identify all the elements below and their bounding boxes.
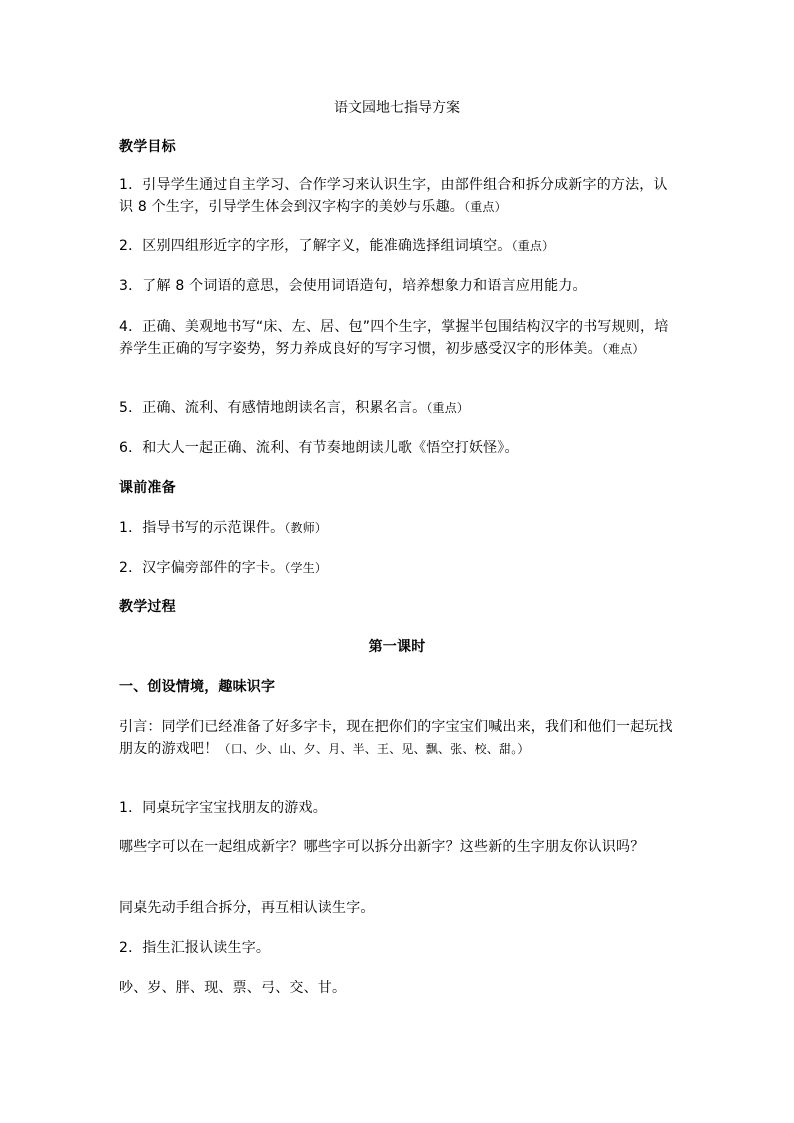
lesson-title: 第一课时 bbox=[368, 639, 426, 655]
heading-preparation: 课前准备 bbox=[119, 480, 176, 496]
instruction-paragraph: 同桌先动手组合拆分，再互相认读生字。 bbox=[119, 900, 375, 916]
goal-item-6: 6．和大人一起正确、流利、有节奏地朗读儿歌《悟空打妖怪》。 bbox=[119, 440, 519, 456]
goal-item-2-text: 2．区别四组形近字的字形，了解字义，能准确选择组词填空。 bbox=[119, 238, 512, 254]
goal-item-4 bbox=[119, 316, 679, 360]
goal-item-2 bbox=[119, 235, 679, 257]
goal-item-5-note: （重点） bbox=[426, 401, 470, 415]
prep-item-2 bbox=[119, 557, 679, 579]
section-heading-1: 一、创设情境，趣味识字 bbox=[119, 679, 276, 695]
heading-teaching-goals: 教学目标 bbox=[119, 139, 176, 155]
intro-text: 引言：同学们已经准备了好多字卡，现在把你们的字宝宝们喊出来，我们和他们一起玩找朋友的游戏吧！ bbox=[119, 719, 673, 757]
goal-item-2-note: （重点） bbox=[511, 239, 555, 253]
goal-item-1-text: 1．引导学生通过自主学习、合作学习来认识生字，由部件组合和拆分成新字的方法，认识 8 个生字，引导学生体会到汉字构字的美妙与乐趣。 bbox=[119, 177, 668, 215]
question-paragraph: 哪些字可以在一起组成新字？哪些字可以拆分出新字？这些新的生字朋友你认识吗？ bbox=[119, 839, 645, 855]
intro-paragraph bbox=[119, 716, 679, 760]
page-title: 语文园地七指导方案 bbox=[334, 100, 460, 116]
new-characters-list: 吵、岁、胖、现、票、弓、交、甘。 bbox=[119, 980, 347, 996]
heading-process: 教学过程 bbox=[119, 599, 176, 615]
goal-item-1 bbox=[119, 174, 679, 218]
goal-item-5-text: 5．正确、流利、有感情地朗读名言，积累名言。 bbox=[119, 400, 427, 416]
step-item-1: 1．同桌玩字宝宝找朋友的游戏。 bbox=[119, 800, 327, 816]
prep-item-2-text: 2．汉字偏旁部件的字卡。 bbox=[119, 560, 285, 576]
goal-item-1-note: （重点） bbox=[464, 200, 507, 214]
goal-item-5 bbox=[119, 397, 679, 419]
goal-item-4-note: （难点） bbox=[601, 342, 645, 356]
prep-item-1 bbox=[119, 517, 679, 539]
intro-char-cards: （口、少、山、夕、月、半、王、见、飘、张、校、甜。） bbox=[218, 742, 530, 756]
prep-item-1-note: （教师） bbox=[284, 521, 328, 535]
prep-item-1-text: 1．指导书写的示范课件。 bbox=[119, 520, 285, 536]
prep-item-2-note: （学生） bbox=[284, 561, 328, 575]
goal-item-3: 3．了解 8 个词语的意思，会使用词语造句，培养想象力和语言应用能力。 bbox=[119, 278, 587, 294]
step-item-2: 2．指生汇报认读生字。 bbox=[119, 940, 271, 956]
goal-item-4-text: 4．正确、美观地书写“床、左、居、包”四个生字，掌握半包围结构汉字的书写规则，培养学生正确的写字姿势，努力养成良好的写字习惯，初步感受汉字的形体美。 bbox=[119, 319, 669, 357]
